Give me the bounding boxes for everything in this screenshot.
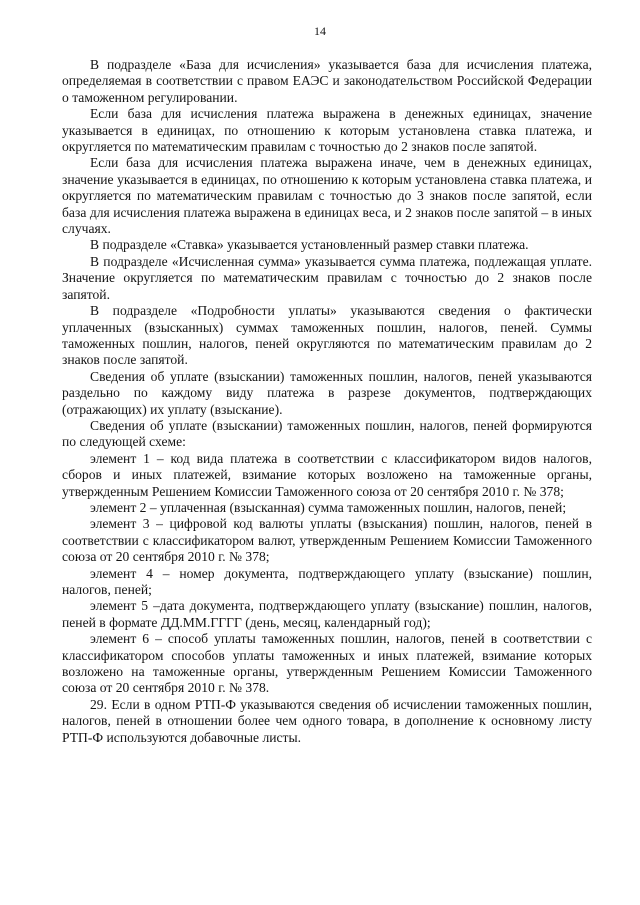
list-item-element-1: элемент 1 – код вида платежа в соответствии с классификатором видов налогов, сборов и иных платежей, взимание которых возложено на таможенные органы, утвержденным Решением Комиссии Таможенного союза от 20 сентября 2010 г. № 378; — [62, 450, 592, 499]
list-item-element-6: элемент 6 – способ уплаты таможенных пошлин, налогов, пеней в соответствии с классификатором способов уплаты таможенных и иных платежей, взимание которых возложено на таможенные органы, утвержденным Решением Комиссии Таможенного союза от 20 сентября 2010 г. № 378. — [62, 631, 592, 696]
list-item-element-2: элемент 2 – уплаченная (взысканная) сумма таможенных пошлин, налогов, пеней; — [90, 499, 567, 515]
paragraph-payment-details: В подразделе «Подробности уплаты» указываются сведения о фактически уплаченных (взысканных) суммах таможенных пошлин, налогов, пеней. Суммы таможенных пошлин, налогов, пеней округляются по математическим правилам до 2 знаков после запятой. — [62, 303, 592, 368]
page-number: 14 — [314, 24, 326, 38]
paragraph-29-additional-sheets: 29. Если в одном РТП-Ф указываются сведения об исчислении таможенных пошлин, налогов, пеней в отношении более чем одного товара, в дополнение к основному листу РТП-Ф используются добавочные листы. — [62, 696, 592, 745]
paragraph-monetary-base: Если база для исчисления платежа выражена в денежных единицах, значение указывается в единицах, по отношению к которым установлена ставка платежа, и округляется по математическим правилам с точностью до 2 знаков после запятой. — [62, 106, 592, 155]
paragraph-calculated-sum: В подразделе «Исчисленная сумма» указывается сумма платежа, подлежащая уплате. Значение округляется по математическим правилам с точностью до 2 знаков после запятой. — [62, 253, 592, 302]
paragraph-payment-info-scheme: Сведения об уплате (взыскании) таможенных пошлин, налогов, пеней формируются по следующей схеме: — [62, 417, 592, 450]
paragraph-base-for-calculation: В подразделе «База для исчисления» указывается база для исчисления платежа, определяемая в соответствии с правом ЕАЭС и законодательством Российской Федерации о таможенном регулировании. — [62, 57, 592, 105]
document-body — [62, 57, 592, 746]
list-item-element-4: элемент 4 – номер документа, подтверждающего уплату (взыскание) пошлин, налогов, пеней; — [62, 565, 592, 597]
list-item-element-3: элемент 3 – цифровой код валюты уплаты (взыскания) пошлин, налогов, пеней в соответствии с классификатором валют, утвержденным Решением Комиссии Таможенного союза от 20 сентября 2010 г. № 378; — [62, 516, 592, 565]
list-item-element-5: элемент 5 –дата документа, подтверждающего уплату (взыскание) пошлин, налогов, пеней в формате ДД.ММ.ГГГГ (день, месяц, календарный год); — [62, 598, 592, 630]
paragraph-payment-info-separately: Сведения об уплате (взыскании) таможенных пошлин, налогов, пеней указываются раздельно по каждому виду платежа в разрезе документов, подтверждающих (отражающих) их уплату (взыскание). — [62, 368, 592, 417]
paragraph-non-monetary-base: Если база для исчисления платежа выражена иначе, чем в денежных единицах, значение указывается в единицах, по отношению к которым установлена ставка платежа, и округляется по математическим правилам с точностью до 3 знаков после запятой, если база для исчисления платежа выражена в единицах веса, и 2 знаков после запятой – в иных случаях. — [62, 155, 592, 237]
paragraph-rate: В подразделе «Ставка» указывается установленный размер ставки платежа. — [90, 237, 529, 253]
